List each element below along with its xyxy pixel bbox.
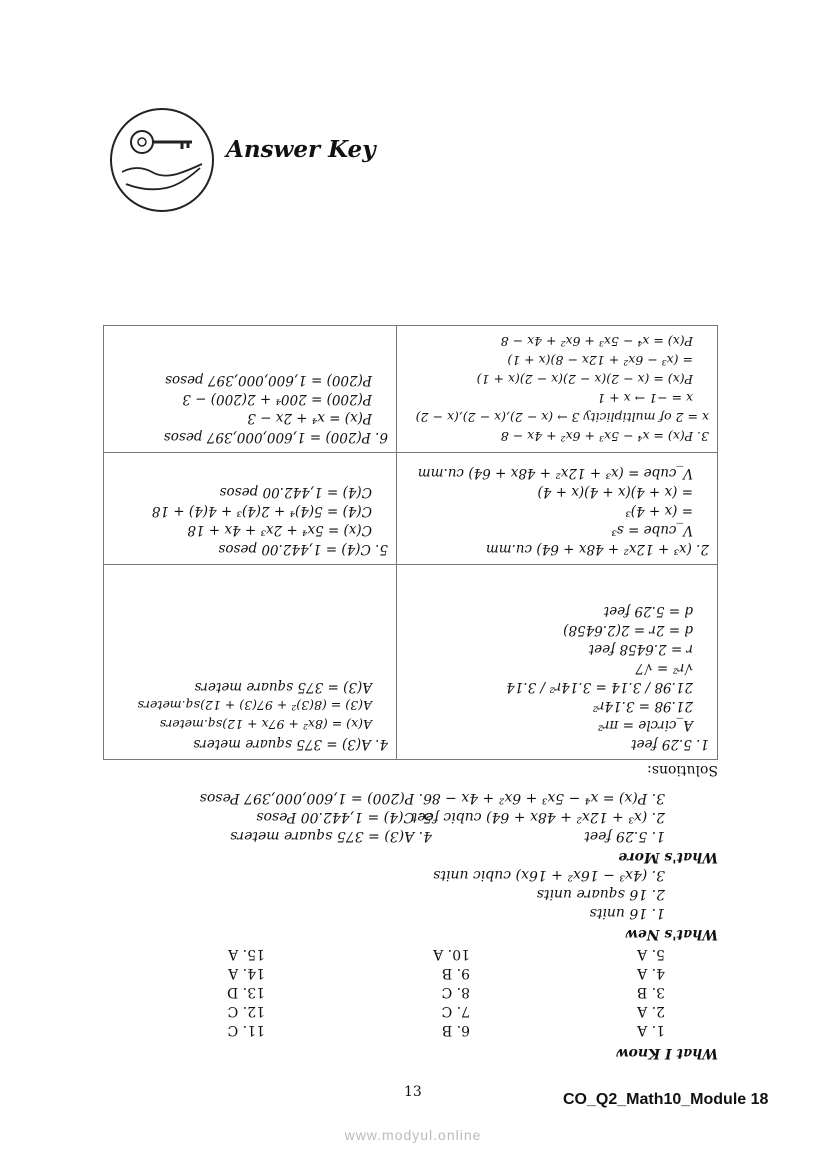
answer-item: 1. 16 units — [589, 905, 665, 921]
answer-item: 10. A — [433, 946, 470, 962]
solution-1 — [397, 565, 718, 760]
solution-line: = (x³ − 6x² + 12x − 8)(x + 1) — [507, 353, 693, 368]
solution-line: A(3) = 375 square meters — [194, 679, 372, 695]
page-title: Answer Key — [226, 136, 376, 163]
solution-line: 21.98 / 3.14 = 3.14r² / 3.14 — [506, 679, 693, 695]
solution-line: d = 5.29 feet — [603, 603, 693, 619]
solution-line: 4. A(3) = 375 square meters — [193, 736, 388, 752]
answers-col1 — [637, 944, 665, 1039]
solution-3 — [397, 326, 718, 453]
solution-line: = (x + 4)(x + 4)(x + 4) — [537, 484, 693, 500]
answer-item: 3. P(x) = x⁴ − 5x³ + 6x² + 4x − 8 — [431, 790, 665, 806]
solution-2 — [397, 453, 718, 565]
solution-4 — [104, 565, 397, 760]
solution-line: d = 2r = 2(2.6458) — [563, 622, 693, 638]
answer-item: 4. A(3) = 375 square meters — [230, 828, 432, 844]
answer-item: 9. B — [441, 965, 470, 981]
solution-line: A(x) = (8x² + 97x + 12)sq.meters — [159, 717, 372, 732]
answer-item: 8. C — [441, 984, 470, 1000]
answers-col2 — [433, 944, 470, 1039]
solution-line: V_cube = s³ — [611, 522, 693, 538]
answer-item: 5. C(4) = 1,442.00 Pesos — [256, 809, 432, 825]
solution-line: P(x) = (x − 2)(x − 2)(x − 2)(x + 1) — [476, 372, 693, 387]
answer-item: 5. A — [637, 946, 665, 962]
answer-item: 13. D — [227, 984, 265, 1000]
solution-line: P(x) = x⁴ + 2x − 3 — [247, 410, 372, 426]
solution-line: 6. P(200) = 1,600,000,397 pesos — [163, 429, 388, 445]
answer-item: 15. A — [228, 946, 265, 962]
answer-item: 3. B — [636, 984, 665, 1000]
watermark: www.modyul.online — [344, 1127, 482, 1143]
solution-line: r = 2.6458 feet — [588, 641, 693, 657]
answer-item: 7. C — [441, 1003, 470, 1019]
solution-line: 3. P(x) = x⁴ − 5x³ + 6x² + 4x − 8 — [500, 429, 709, 444]
solution-line: P(x) = x⁴ − 5x³ + 6x² + 4x − 8 — [500, 334, 693, 349]
solution-line: C(4) = 5(4)⁴ + 2(4)³ + 4(4) + 18 — [151, 503, 372, 519]
answers-col3 — [227, 944, 265, 1039]
solution-line: = (x + 4)³ — [625, 503, 693, 519]
solution-line: √r² = √7 — [635, 660, 693, 676]
solution-line: x = −1 → x + 1 — [597, 391, 693, 406]
solution-line: 1. 5.29 feet — [631, 736, 709, 752]
solution-line: P(200) = 1,600,000,397 pesos — [165, 372, 372, 388]
solution-line: A(3) = (8(3)² + 97(3) + 12)sq.meters — [137, 698, 372, 713]
solutions-label: Solutions: — [647, 762, 718, 778]
solution-6 — [104, 326, 397, 453]
heading-whats-more: What's More — [618, 849, 718, 865]
solution-line: 2. (x³ + 12x² + 48x + 64) cu.mm — [485, 541, 709, 557]
key-in-hand-icon — [110, 108, 214, 212]
solution-line: C(x) = 5x⁴ + 2x³ + 4x + 18 — [187, 522, 372, 538]
solution-line: P(200) = 200⁴ + 2(200) − 3 — [182, 391, 372, 407]
whats-new-list — [433, 865, 665, 922]
whats-more-right — [200, 788, 432, 845]
solution-line: 5. C(4) = 1,442.00 pesos — [218, 541, 388, 557]
answer-item: 3. (4x³ − 16x² + 16x) cubic units — [433, 867, 665, 883]
solution-line: C(4) = 1,442.00 pesos — [219, 484, 372, 500]
solution-line: A_circle = πr² — [597, 717, 693, 733]
solutions-table — [103, 325, 718, 760]
answer-item: 6. B — [441, 1022, 470, 1038]
whats-more-left — [412, 788, 665, 845]
module-code: CO_Q2_Math10_Module 18 — [563, 1091, 769, 1108]
answer-item: 11. C — [227, 1022, 265, 1038]
answer-item: 2. 16 square units — [536, 886, 665, 902]
solution-5 — [104, 453, 397, 565]
answer-item: 1. A — [637, 1022, 665, 1038]
answer-item: 14. A — [228, 965, 265, 981]
answer-item: 4. A — [637, 965, 665, 981]
page-number: 13 — [404, 1084, 422, 1100]
inverted-answer-section — [100, 325, 720, 1065]
solution-line: 21.98 = 3.14r² — [592, 698, 693, 714]
answer-item: 6. P(200) = 1,600,000,397 Pesos — [199, 790, 432, 806]
heading-what-i-know: What I Know — [616, 1045, 718, 1061]
answer-item: 12. C — [227, 1003, 265, 1019]
answer-item: 1. 5.29 feet — [584, 828, 665, 844]
solution-line: x = 2 of multiplicity 3 → (x − 2),(x − 2),(x − 2) — [415, 410, 709, 425]
solution-line: V_cube = (x³ + 12x² + 48x + 64) cu.mm — [417, 465, 693, 481]
heading-whats-new: What's New — [625, 926, 718, 942]
answer-item: 2. (x³ + 12x² + 48x + 64) cubic feet — [411, 809, 665, 825]
answer-item: 2. A — [637, 1003, 665, 1019]
